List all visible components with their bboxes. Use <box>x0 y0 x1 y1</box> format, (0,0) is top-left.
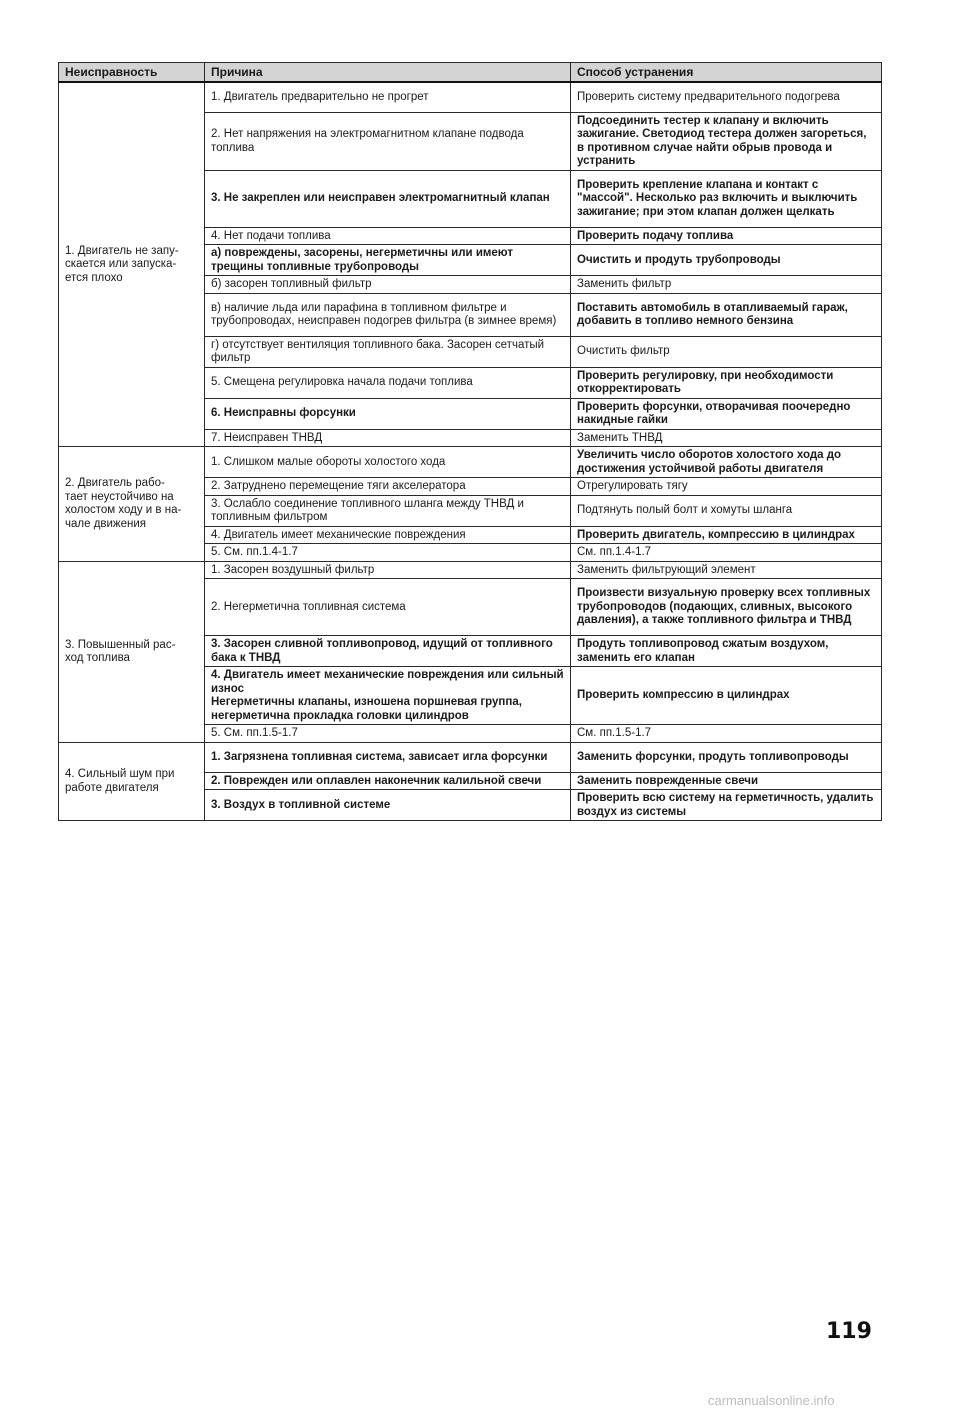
cause-cell: 1. Двигатель предварительно не прогрет <box>205 82 571 112</box>
cause-cell: 4. Нет подачи топлива <box>205 227 571 245</box>
remedy-cell: Проверить систему предварительного подогрева <box>571 82 882 112</box>
remedy-cell: Поставить автомобиль в отапливаемый гараж, добавить в топливо немного бензина <box>571 293 882 336</box>
header-fault: Неисправность <box>59 63 205 83</box>
header-cause: Причина <box>205 63 571 83</box>
cause-cell: 3. Засорен сливной топливопровод, идущий от топливного бака к ТНВД <box>205 636 571 667</box>
cause-cell: 4. Двигатель имеет механические повреждения <box>205 526 571 544</box>
remedy-cell: Произвести визуальную проверку всех топливных трубопроводов (подающих, сливных, высокого давления), а также топливного фильтра и ТНВД <box>571 579 882 636</box>
page-number: 119 <box>826 1319 872 1344</box>
remedy-cell: Подтянуть полый болт и хомуты шланга <box>571 495 882 526</box>
remedy-cell: Проверить подачу топлива <box>571 227 882 245</box>
remedy-cell: Проверить форсунки, отворачивая поочередно накидные гайки <box>571 398 882 429</box>
remedy-cell: Заменить фильтрующий элемент <box>571 561 882 579</box>
troubleshooting-table <box>58 62 882 821</box>
fault-cell: 3. Повышенный рас- ход топлива <box>59 561 205 742</box>
remedy-cell: Очистить и продуть трубопроводы <box>571 245 882 276</box>
table-row <box>59 447 882 478</box>
remedy-cell: Заменить фильтр <box>571 276 882 294</box>
cause-cell: 5. Смещена регулировка начала подачи топлива <box>205 367 571 398</box>
cause-cell: б) засорен топливный фильтр <box>205 276 571 294</box>
cause-cell: г) отсутствует вентиляция топливного бака. Засорен сетчатый фильтр <box>205 336 571 367</box>
remedy-cell: Продуть топливопровод сжатым воздухом, заменить его клапан <box>571 636 882 667</box>
cause-cell: 5. См. пп.1.4-1.7 <box>205 544 571 562</box>
cause-cell: 1. Загрязнена топливная система, зависает игла форсунки <box>205 742 571 772</box>
remedy-cell: Проверить компрессию в цилиндрах <box>571 667 882 725</box>
cause-cell: 5. См. пп.1.5-1.7 <box>205 725 571 743</box>
table-body <box>59 82 882 821</box>
watermark: carmanualsonline.info <box>708 1393 835 1408</box>
cause-cell: 2. Негерметична топливная система <box>205 579 571 636</box>
cause-cell: 2. Нет напряжения на электромагнитном клапане подвода топлива <box>205 112 571 170</box>
table-row <box>59 82 882 112</box>
cause-cell: 3. Ослабло соединение топливного шланга между ТНВД и топливным фильтром <box>205 495 571 526</box>
table-row <box>59 742 882 772</box>
cause-cell: 3. Не закреплен или неисправен электромагнитный клапан <box>205 170 571 227</box>
fault-cell: 2. Двигатель рабо- тает неустойчиво на холостом ходу и в на- чале движения <box>59 447 205 562</box>
cause-cell: 2. Поврежден или оплавлен наконечник калильной свечи <box>205 772 571 790</box>
cause-cell: 4. Двигатель имеет механические повреждения или сильный износ Негерметичны клапаны, изношена поршневая группа, негерметична прокладка головки цилиндров <box>205 667 571 725</box>
remedy-cell: Проверить крепление клапана и контакт с "массой". Несколько раз включить и выключить зажигание; при этом клапан должен щелкать <box>571 170 882 227</box>
remedy-cell: Заменить поврежденные свечи <box>571 772 882 790</box>
remedy-cell: Очистить фильтр <box>571 336 882 367</box>
cause-cell: 7. Неисправен ТНВД <box>205 429 571 447</box>
remedy-cell: Подсоединить тестер к клапану и включить зажигание. Светодиод тестера должен загореться, в противном случае найти обрыв провода и устранить <box>571 112 882 170</box>
cause-cell: в) наличие льда или парафина в топливном фильтре и трубопроводах, неисправен подогрев фильтра (в зимнее время) <box>205 293 571 336</box>
table-header-row <box>59 63 882 83</box>
remedy-cell: Проверить всю систему на герметичность, удалить воздух из системы <box>571 790 882 821</box>
remedy-cell: См. пп.1.5-1.7 <box>571 725 882 743</box>
cause-cell: 1. Слишком малые обороты холостого хода <box>205 447 571 478</box>
table-row <box>59 561 882 579</box>
cause-cell: 3. Воздух в топливной системе <box>205 790 571 821</box>
remedy-cell: Проверить регулировку, при необходимости откорректировать <box>571 367 882 398</box>
remedy-cell: Проверить двигатель, компрессию в цилиндрах <box>571 526 882 544</box>
remedy-cell: Заменить ТНВД <box>571 429 882 447</box>
remedy-cell: См. пп.1.4-1.7 <box>571 544 882 562</box>
cause-cell: 1. Засорен воздушный фильтр <box>205 561 571 579</box>
remedy-cell: Отрегулировать тягу <box>571 478 882 496</box>
remedy-cell: Увеличить число оборотов холостого хода до достижения устойчивой работы двигателя <box>571 447 882 478</box>
remedy-cell: Заменить форсунки, продуть топливопроводы <box>571 742 882 772</box>
cause-cell: 6. Неисправны форсунки <box>205 398 571 429</box>
header-remedy: Способ устранения <box>571 63 882 83</box>
fault-cell: 1. Двигатель не запу- скается или запуска- ется плохо <box>59 82 205 447</box>
cause-cell: а) повреждены, засорены, негерметичны или имеют трещины топливные трубопроводы <box>205 245 571 276</box>
cause-cell: 2. Затруднено перемещение тяги акселератора <box>205 478 571 496</box>
fault-cell: 4. Сильный шум при работе двигателя <box>59 742 205 821</box>
